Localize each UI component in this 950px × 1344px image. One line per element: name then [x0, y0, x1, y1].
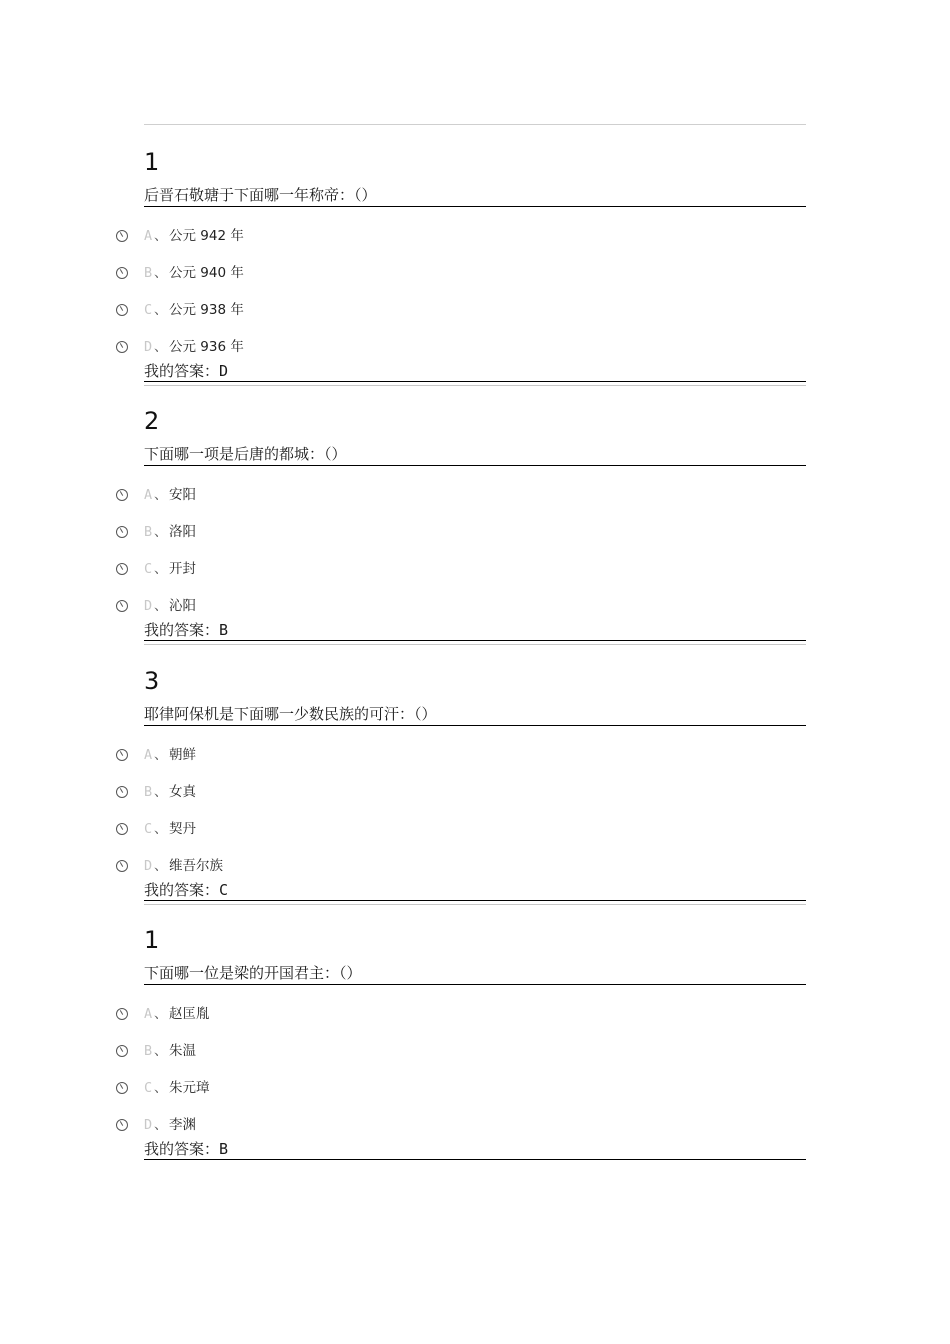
option-separator: 、 — [154, 598, 168, 614]
radio-icon[interactable] — [116, 1119, 128, 1131]
answer-option[interactable] — [116, 1041, 416, 1061]
radio-icon[interactable] — [116, 304, 128, 316]
option-separator: 、 — [154, 1080, 168, 1096]
option-letter: A — [144, 487, 153, 503]
question-text: 下面哪一项是后唐的都城：（） — [144, 444, 806, 466]
option-separator: 、 — [154, 561, 168, 577]
answer-option[interactable] — [116, 1078, 416, 1098]
question-number: 1 — [144, 148, 160, 176]
answer-option[interactable] — [116, 522, 416, 542]
top-divider — [144, 124, 806, 125]
option-letter: C — [144, 1080, 153, 1096]
option-separator: 、 — [154, 1117, 168, 1133]
option-separator: 、 — [154, 228, 168, 244]
option-text: 洛阳 — [169, 524, 196, 540]
question-number: 2 — [144, 407, 160, 435]
question-text: 后晋石敬瑭于下面哪一年称帝：（） — [144, 185, 806, 207]
option-letter: C — [144, 821, 153, 837]
option-letter: B — [144, 524, 153, 540]
answer-option[interactable] — [116, 819, 416, 839]
radio-icon[interactable] — [116, 526, 128, 538]
radio-icon[interactable] — [116, 230, 128, 242]
option-letter: C — [144, 302, 153, 318]
answer-option[interactable] — [116, 856, 416, 876]
radio-icon[interactable] — [116, 749, 128, 761]
option-text: 维吾尔族 — [169, 858, 223, 874]
question-number: 1 — [144, 926, 160, 954]
option-separator: 、 — [154, 339, 168, 355]
radio-icon[interactable] — [116, 341, 128, 353]
option-separator: 、 — [154, 487, 168, 503]
answer-option[interactable] — [116, 1004, 416, 1024]
radio-icon[interactable] — [116, 563, 128, 575]
option-text: 开封 — [169, 561, 196, 577]
radio-icon[interactable] — [116, 1082, 128, 1094]
option-text: 女真 — [169, 784, 196, 800]
option-separator: 、 — [154, 302, 168, 318]
option-separator: 、 — [154, 524, 168, 540]
option-separator: 、 — [154, 858, 168, 874]
radio-icon[interactable] — [116, 1008, 128, 1020]
answer-option[interactable] — [116, 300, 416, 320]
radio-icon[interactable] — [116, 860, 128, 872]
option-separator: 、 — [154, 784, 168, 800]
option-letter: A — [144, 228, 153, 244]
option-letter: A — [144, 1006, 153, 1022]
option-letter: B — [144, 784, 153, 800]
answer-option[interactable] — [116, 1115, 416, 1135]
option-text: 朱元璋 — [169, 1080, 210, 1096]
radio-icon[interactable] — [116, 489, 128, 501]
option-separator: 、 — [154, 747, 168, 763]
option-text: 公元 938 年 — [169, 302, 244, 318]
my-answer: 我的答案：C — [144, 880, 806, 901]
answer-option[interactable] — [116, 485, 416, 505]
question-number: 3 — [144, 667, 160, 695]
option-text: 朝鲜 — [169, 747, 196, 763]
answer-option[interactable] — [116, 337, 416, 357]
question-text: 耶律阿保机是下面哪一少数民族的可汗：（） — [144, 704, 806, 726]
option-letter: D — [144, 598, 153, 614]
option-letter: C — [144, 561, 153, 577]
option-letter: B — [144, 1043, 153, 1059]
option-text: 安阳 — [169, 487, 196, 503]
option-separator: 、 — [154, 821, 168, 837]
answer-option[interactable] — [116, 745, 416, 765]
option-letter: A — [144, 747, 153, 763]
option-separator: 、 — [154, 265, 168, 281]
my-answer: 我的答案：B — [144, 620, 806, 641]
option-text: 公元 940 年 — [169, 265, 244, 281]
answer-option[interactable] — [116, 596, 416, 616]
answer-option[interactable] — [116, 782, 416, 802]
answer-option[interactable] — [116, 559, 416, 579]
option-text: 李渊 — [169, 1117, 196, 1133]
option-text: 公元 942 年 — [169, 228, 244, 244]
option-separator: 、 — [154, 1006, 168, 1022]
answer-option[interactable] — [116, 226, 416, 246]
option-text: 赵匡胤 — [169, 1006, 210, 1022]
my-answer: 我的答案：B — [144, 1139, 806, 1160]
my-answer: 我的答案：D — [144, 361, 806, 382]
radio-icon[interactable] — [116, 786, 128, 798]
radio-icon[interactable] — [116, 600, 128, 612]
option-letter: D — [144, 1117, 153, 1133]
radio-icon[interactable] — [116, 267, 128, 279]
question-text: 下面哪一位是梁的开国君主：（） — [144, 963, 806, 985]
option-text: 沁阳 — [169, 598, 196, 614]
option-letter: B — [144, 265, 153, 281]
radio-icon[interactable] — [116, 1045, 128, 1057]
option-letter: D — [144, 339, 153, 355]
radio-icon[interactable] — [116, 823, 128, 835]
option-separator: 、 — [154, 1043, 168, 1059]
answer-option[interactable] — [116, 263, 416, 283]
option-text: 朱温 — [169, 1043, 196, 1059]
option-letter: D — [144, 858, 153, 874]
option-text: 契丹 — [169, 821, 196, 837]
option-text: 公元 936 年 — [169, 339, 244, 355]
